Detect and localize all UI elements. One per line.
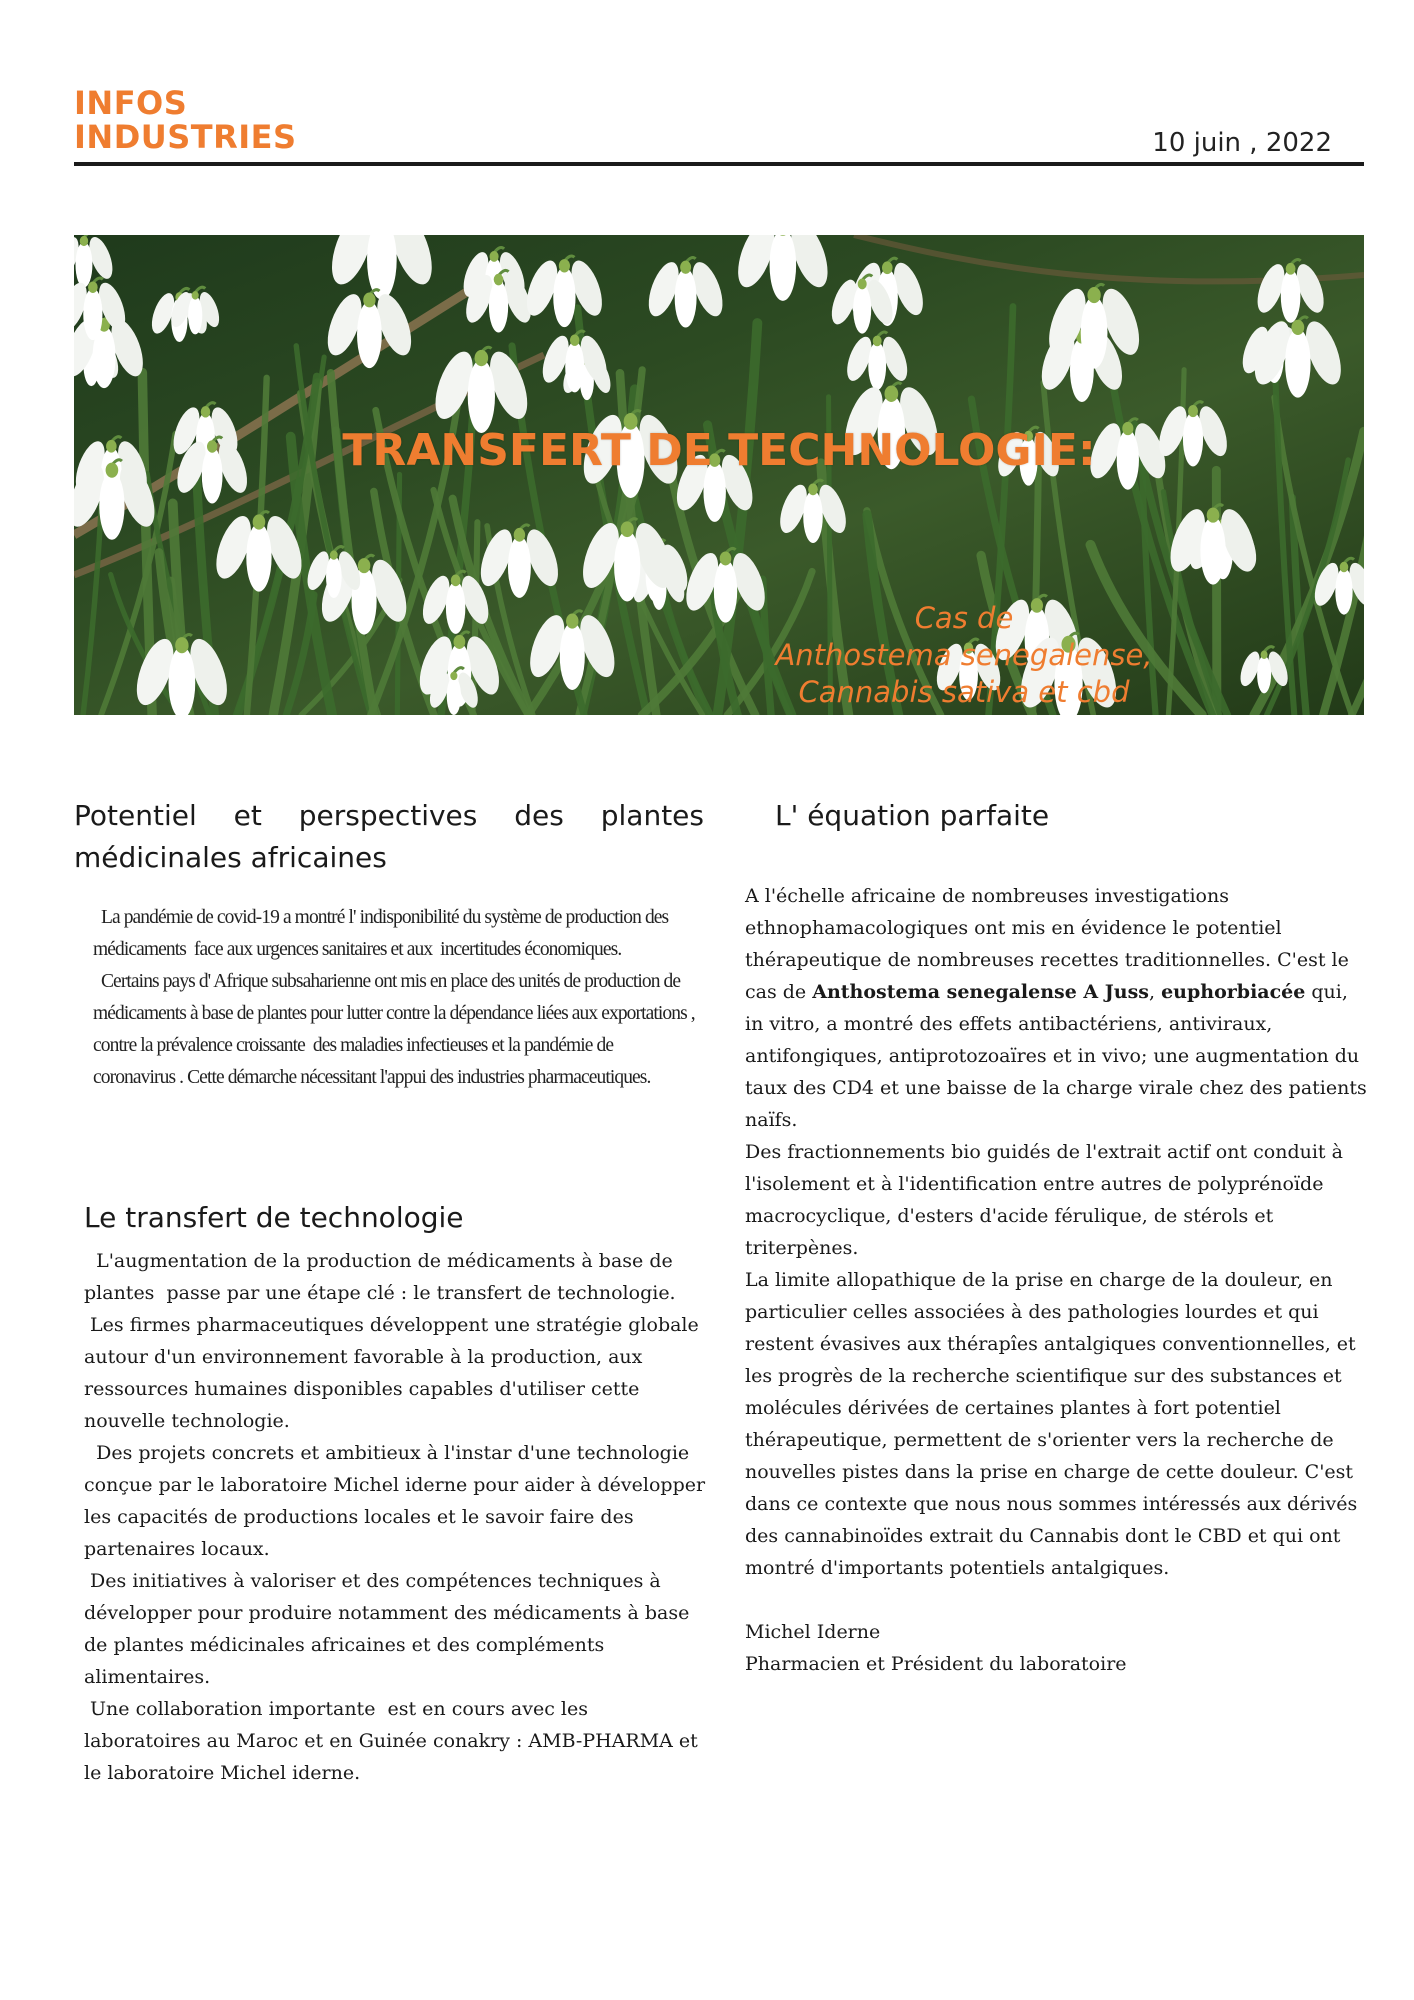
hero-subtitle-line-1: Cas de xyxy=(914,601,1014,635)
intro-text xyxy=(93,902,699,1094)
hero-banner xyxy=(74,235,1364,715)
brand-line-1: INFOS xyxy=(74,84,188,122)
hero-subtitle-line-3: Cannabis sativa et cbd xyxy=(798,675,1130,709)
perfect-equation-text xyxy=(745,880,1371,1680)
equation-paragraph-3: La limite allopathique de la prise en charge de la douleur, en particulier celles associées à des pathologies lourdes et qui restent évasives aux thérapîes antalgiques conventionnelles, et les progrès de la recherche scientifique sur des substances et molécules dérivées de certaines plantes à fort potentiel thérapeutique, permettent de s'orienter vers la recherche de nouvelles pistes dans la prise en charge de cette douleur. C'est dans ce contexte que nous nous sommes intéressés aux dérivés des cannabinoïdes extrait du Cannabis dont le CBD et qui ont montré d'importants potentiels antalgiques. xyxy=(745,1269,1358,1579)
right-column-heading: L' équation parfaite xyxy=(775,799,1050,832)
equation-paragraph-1 xyxy=(745,880,1371,1136)
left-column-heading: Potentiel et perspectives des plantes médicinales africaines xyxy=(74,799,704,874)
technology-transfer-text xyxy=(84,1245,712,1789)
intro-paragraph-1: La pandémie de covid-19 a montré l' indisponibilité du système de production des médicaments face aux urgences sanitaires et aux incertitudes économiques. xyxy=(93,907,673,960)
equation-paragraph-2: Des fractionnements bio guidés de l'extrait actif ont conduit à l'isolement et à l'identification entre autres de polyprénoïde macrocyclique, d'esters d'acide férulique, de stérols et triterpènes. xyxy=(745,1141,1343,1259)
header-divider xyxy=(74,162,1364,166)
plant-name-bold: Anthostema senegalense A Juss xyxy=(812,981,1149,1003)
equation-paragraph-1-end: qui, in vitro, a montré des effets antibactériens, antiviraux, antifongiques, antiprotozoaïres et in vivo; une augmentation du taux des CD4 et une baisse de la charge virale chez des patients naïfs. xyxy=(745,981,1367,1131)
transfer-paragraph-4: Des initiatives à valoriser et des compétences techniques à développer pour produire notamment des médicaments à base de plantes médicinales africaines et des compléments alimentaires. xyxy=(84,1570,696,1688)
hero-subtitle xyxy=(694,600,1234,711)
transfer-paragraph-1: L'augmentation de la production de médicaments à base de plantes passe par une étape clé : le transfert de technologie. xyxy=(84,1250,679,1304)
intro-paragraph-2: Certains pays d' Afrique subsaharienne ont mis en place des unités de production de médicaments à base de plantes pour lutter contre la dépendance liées aux exportations , contre la prévalence croissante des maladies infectieuses et la pandémie de coronavirus . Cette démarche nécessitant l'appui des industries pharmaceutiques. xyxy=(93,971,699,1088)
brand-line-2: INDUSTRIES xyxy=(74,118,297,156)
plant-family-bold: euphorbiacée xyxy=(1161,981,1306,1003)
publication-date: 10 juin , 2022 xyxy=(1152,128,1332,158)
brand-logo xyxy=(74,86,297,154)
signature xyxy=(745,1616,1371,1680)
equation-paragraph-1-start: A l'échelle africaine de nombreuses investigations ethnophamacologiques ont mis en évidence le potentiel thérapeutique de nombreuses recettes traditionnelles. C'est le cas de xyxy=(745,885,1349,1003)
transfer-paragraph-2: Les firmes pharmaceutiques développent une stratégie globale autour d'un environnement favorable à la production, aux ressources humaines disponibles capables d'utiliser cette nouvelle technologie. xyxy=(84,1314,705,1432)
transfer-paragraph-3: Des projets concrets et ambitieux à l'instar d'une technologie conçue par le laboratoire Michel iderne pour aider à développer les capacités de productions locales et le savoir faire des partenaires locaux. xyxy=(84,1442,712,1560)
hero-title: TRANSFERT DE TECHNOLOGIE: xyxy=(342,425,1096,476)
transfer-paragraph-5: Une collaboration importante est en cours avec les laboratoires au Maroc et en Guinée conakry : AMB-PHARMA et le laboratoire Michel iderne. xyxy=(84,1698,704,1784)
hero-subtitle-line-2: Anthostema senegalense, xyxy=(775,638,1153,672)
technology-transfer-heading: Le transfert de technologie xyxy=(84,1201,464,1234)
equation-comma: , xyxy=(1149,981,1162,1003)
signature-name: Michel Iderne xyxy=(745,1621,881,1643)
signature-title: Pharmacien et Président du laboratoire xyxy=(745,1653,1127,1675)
